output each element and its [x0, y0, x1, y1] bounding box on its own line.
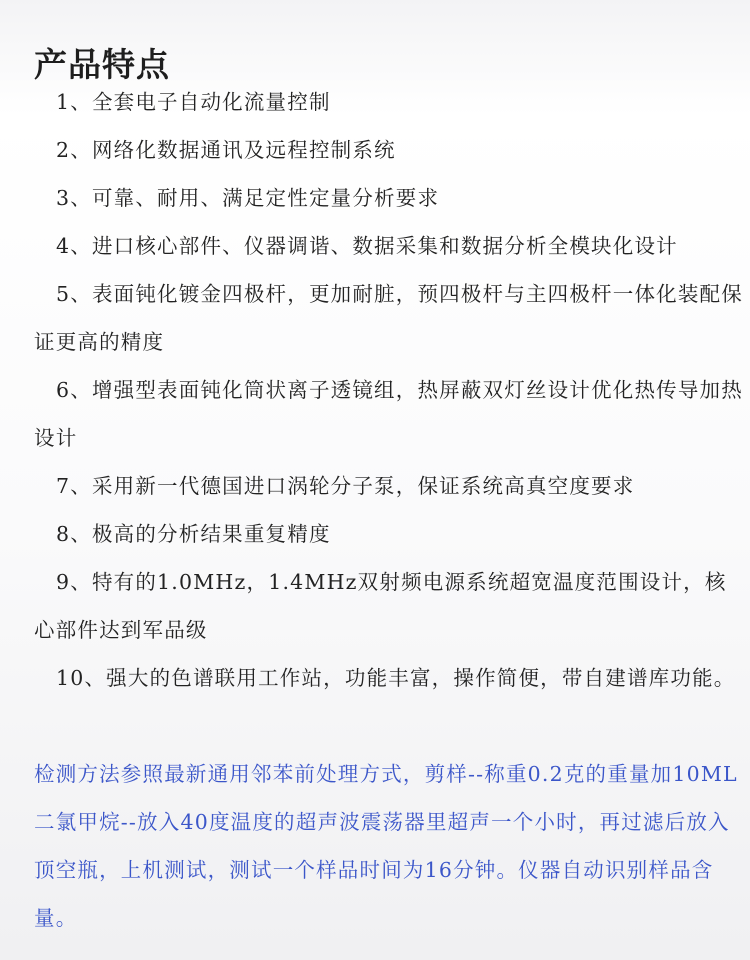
page-title: 产品特点: [34, 45, 170, 85]
feature-item-1: 1、全套电子自动化流量控制: [56, 90, 331, 114]
feature-list: [34, 78, 746, 702]
feature-item-10: 10、强大的色谱联用工作站，功能丰富，操作简便，带自建谱库功能。: [56, 666, 736, 690]
feature-item-7: 7、采用新一代德国进口涡轮分子泵，保证系统高真空度要求: [56, 474, 635, 498]
feature-item-2: 2、网络化数据通讯及远程控制系统: [56, 138, 396, 162]
feature-item-8: 8、极高的分析结果重复精度: [56, 522, 331, 546]
test-method-paragraph: 检测方法参照最新通用邻苯前处理方式，剪样--称重0.2克的重量加10ML二氯甲烷--放入40度温度的超声波震荡器里超声一个小时，再过滤后放入顶空瓶，上机测试，测试一个样品时间为16分钟。仪器自动识别样品含量。: [34, 762, 738, 930]
feature-item-4: 4、进口核心部件、仪器调谐、数据采集和数据分析全模块化设计: [56, 234, 678, 258]
feature-item-9: 9、特有的1.0MHz，1.4MHz双射频电源系统超宽温度范围设计，核心部件达到军品级: [34, 570, 727, 642]
feature-item-3: 3、可靠、耐用、满足定性定量分析要求: [56, 186, 440, 210]
feature-item-6: 6、增强型表面钝化筒状离子透镜组，热屏蔽双灯丝设计优化热传导加热设计: [34, 378, 743, 450]
feature-item-5: 5、表面钝化镀金四极杆，更加耐脏，预四极杆与主四极杆一体化装配保证更高的精度: [34, 282, 743, 354]
